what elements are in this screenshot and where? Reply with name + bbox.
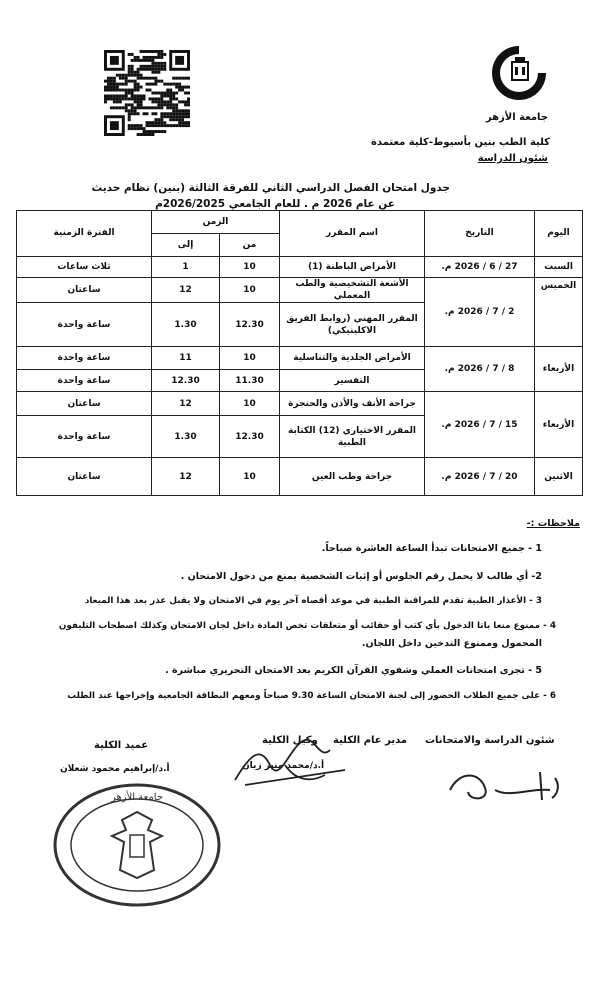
cell-period: ساعة واحدة [17,370,152,392]
header-date: التاريخ [425,211,535,257]
header-period: الفترة الزمنية [17,211,152,257]
qr-code [104,50,190,136]
signature-affairs-label: شئون الدراسة والامتحانات [425,735,555,746]
cell-course: الأمراض الجلدية والتناسلية [280,347,425,370]
cell-to: 12.30 [152,370,220,392]
cell-course: جراحة وطب العين [280,458,425,496]
cell-period: ساعة واحدة [17,347,152,370]
signature-dean-label: عميد الكلية [94,740,149,751]
table-row [17,347,583,370]
cell-from: 10 [220,392,280,416]
cell-to: 12 [152,278,220,303]
cell-course: المقرر المهني (روابط الفريق الاكلينيكي) [280,303,425,347]
cell-period: ساعة واحدة [17,416,152,458]
header-from: من [220,234,280,257]
cell-course: المقرر الاختياري (12) الكتابة الطبية [280,416,425,458]
cell-period: ثلاث ساعات [17,257,152,278]
department-name: شئون الدراسة [477,153,548,164]
signature-vice-dean-label: وكيل الكلية [262,735,318,746]
signature-director-label: مدير عام الكلية [333,735,408,746]
university-logo [488,42,550,104]
signature-scribble [225,725,365,795]
signature-scribble [440,760,570,810]
cell-course: التفسير [280,370,425,392]
cell-period: ساعة واحدة [17,303,152,347]
notes-heading: ملاحظات :- [526,518,580,529]
cell-to: 1 [152,257,220,278]
stamp-text: جامعة الأزهر [110,792,164,803]
cell-day: الأربعاء [535,392,583,458]
cell-day: الخميس [535,278,583,347]
exam-subtitle: عن عام 2026 م . للعام الجامعي 2026/2025م [155,198,395,210]
cell-from: 10 [220,278,280,303]
header-course: اسم المقرر [280,211,425,257]
cell-to: 12 [152,392,220,416]
cell-date: 15 / 7 / 2026 م. [425,392,535,458]
cell-day: السبت [535,257,583,278]
cell-from: 11.30 [220,370,280,392]
note-item: 4 - ممنوع منعا باتا الدخول بأي كتب أو حقائب أو متعلقات تخص المادة داخل لجان الامتحان وكذلك اصطحاب التليفون [58,621,556,631]
exam-schedule-table [16,210,583,496]
note-item: 6 - على جميع الطلاب الحضور إلى لجنة الامتحان الساعة 9.30 صباحاً ومعهم البطاقة الجامعية وإخراجها عند الطلب [67,691,556,701]
cell-from: 10 [220,257,280,278]
cell-from: 12.30 [220,303,280,347]
cell-day: الاثنين [535,458,583,496]
cell-from: 10 [220,458,280,496]
note-item: 1 - جميع الامتحانات تبدأ الساعة العاشرة صباحاً. [321,543,542,554]
table-row [17,458,583,496]
signature-dean-name: أ.د/إبراهيم محمود شعلان [60,764,170,774]
header-time: الزمن [152,211,280,234]
cell-day: الأربعاء [535,347,583,392]
cell-date: 20 / 7 / 2026 م. [425,458,535,496]
cell-from: 10 [220,347,280,370]
header-day: اليوم [535,211,583,257]
cell-from: 12.30 [220,416,280,458]
cell-course: الأمراض الباطنة (1) [280,257,425,278]
table-row [17,278,583,303]
table-row [17,257,583,278]
note-item: 5 - تجرى امتحانات العملي وشفوي القرآن الكريم بعد الامتحان التحريري مباشرة . [165,665,542,676]
signature-vice-dean-name: أ.د/محمد منير زيان [242,761,325,771]
cell-date: 8 / 7 / 2026 م. [425,347,535,392]
note-item: المحمول وممنوع التدخين داخل اللجان. [361,638,542,649]
cell-period: ساعتان [17,392,152,416]
cell-date: 2 / 7 / 2026 م. [425,278,535,347]
note-item: 2- أي طالب لا يحمل رقم الجلوس أو إثبات الشخصية يمنع من دخول الامتحان . [180,571,542,582]
cell-course: جراحة الأنف والأذن والحنجرة [280,392,425,416]
cell-to: 11 [152,347,220,370]
cell-period: ساعتان [17,458,152,496]
note-item: 3 - الأعذار الطبية تقدم للمراقبة الطبية في موعد أقصاه آخر يوم في الامتحان ولا يقبل عذر بعد هذا الميعاد [84,596,542,606]
university-name: جامعة الأزهر [485,112,548,123]
cell-date: 27 / 6 / 2026 م. [425,257,535,278]
cell-to: 12 [152,458,220,496]
official-stamp [50,780,225,910]
exam-title: جدول امتحان الفصل الدراسي الثاني للفرقة الثالثة (بنين) نظام حديث [91,182,450,194]
cell-course: الأشعة التشخيصية والطب المعملي [280,278,425,303]
table-row [17,392,583,416]
cell-to: 1.30 [152,416,220,458]
cell-to: 1.30 [152,303,220,347]
header-to: إلى [152,234,220,257]
faculty-name: كلية الطب بنين بأسيوط-كلية معتمدة [371,137,550,148]
cell-period: ساعتان [17,278,152,303]
